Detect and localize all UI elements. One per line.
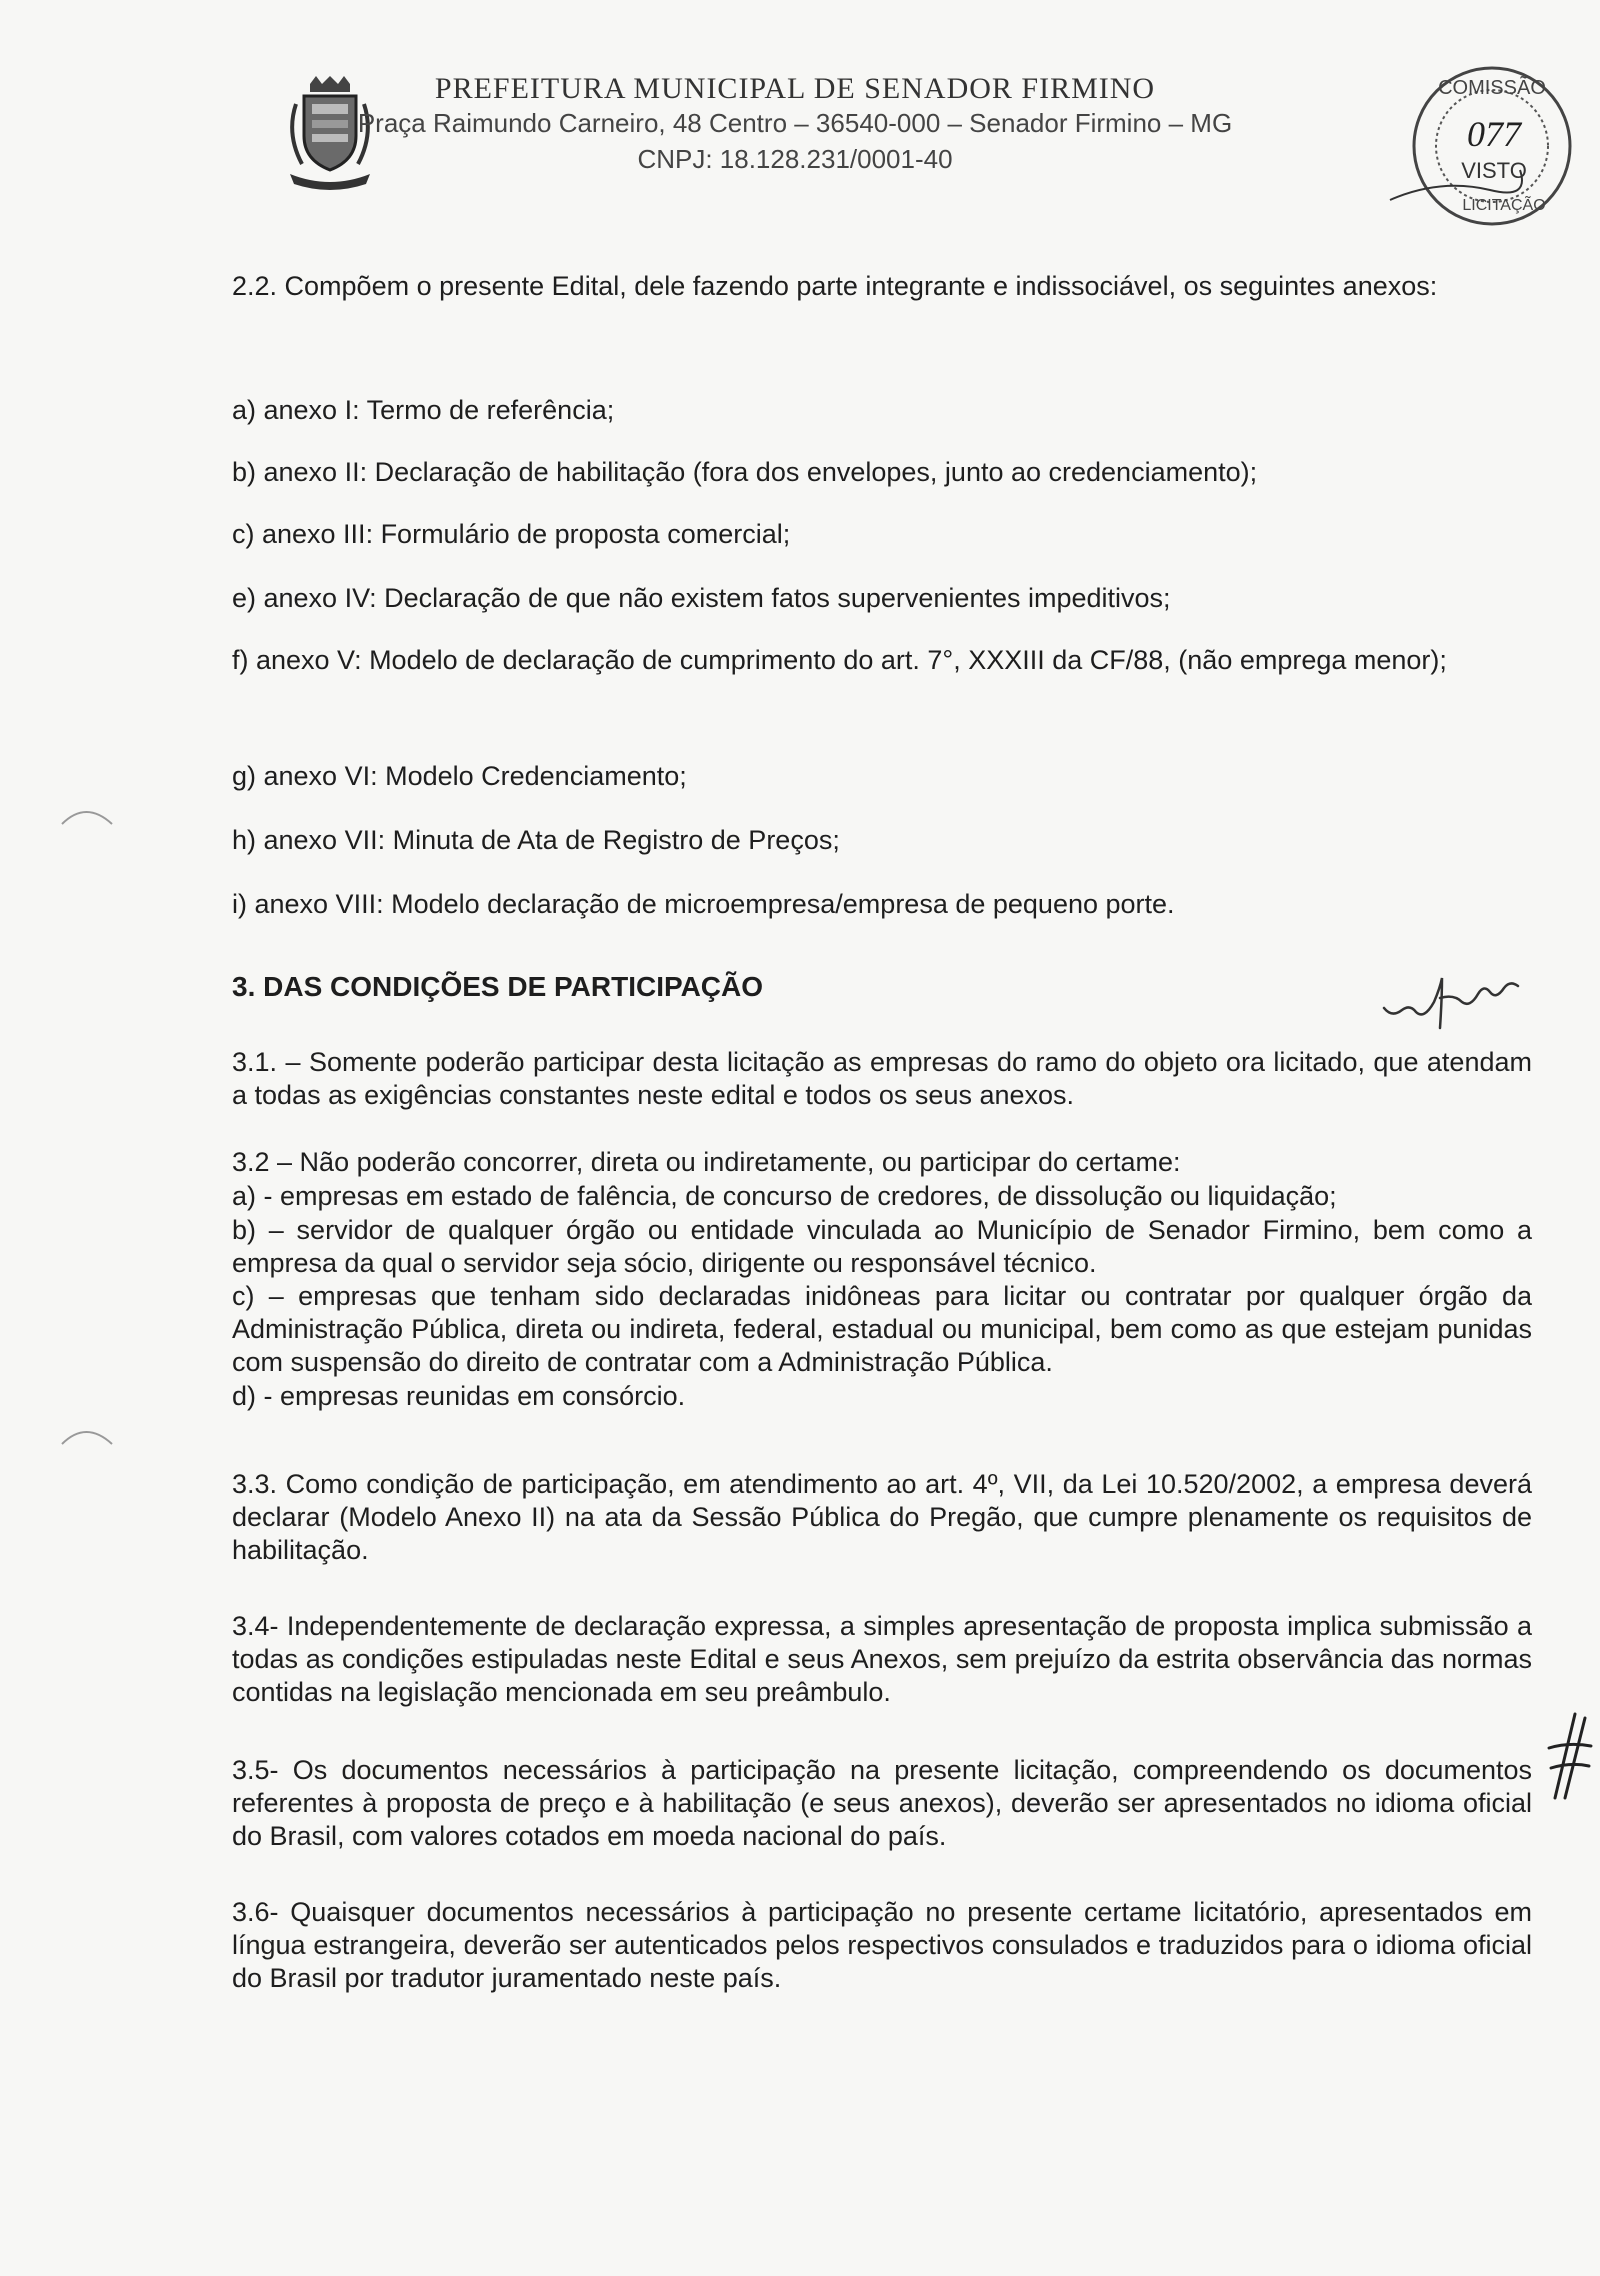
paragraph-3-1: 3.1. – Somente poderão participar desta licitação as empresas do ramo do objeto ora licitado, que atendam a todas as exigências constantes neste edital e todos os seus anexos. [232,1047,1532,1110]
annex-item-e: e) anexo IV: Declaração de que não existem fatos supervenientes impeditivos; [232,583,1171,613]
annex-item-i: i) anexo VIII: Modelo declaração de microempresa/empresa de pequeno porte. [232,889,1175,919]
hole-punch-mark [58,800,118,830]
annex-item-g: g) anexo VI: Modelo Credenciamento; [232,761,687,791]
stamp-number: 077 [1467,114,1521,154]
paragraph-3-3: 3.3. Como condição de participação, em atendimento ao art. 4º, VII, da Lei 10.520/2002, a empresa deverá declarar (Modelo Anexo II) na ata da Sessão Pública do Pregão, que cumpre plenamente os requisitos de habilitação. [232,1469,1532,1565]
hole-punch-mark [58,1420,118,1450]
paragraph-3-5: 3.5- Os documentos necessários à participação na presente licitação, compreendendo os documentos referentes à proposta de preço e à habilitação (e seus anexos), deverão ser apresentados no idioma oficial do Brasil, com valores cotados em moeda nacional do país. [232,1755,1532,1851]
stamp-bottom-text: LICITAÇÃO [1462,197,1546,214]
annex-item-f: f) anexo V: Modelo de declaração de cumprimento do art. 7°, XXXIII da CF/88, (não emprega menor); [232,645,1447,675]
paragraph-3-2-a: a) - empresas em estado de falência, de concurso de credores, de dissolução ou liquidação; [232,1181,1337,1211]
paragraph-3-4: 3.4- Independentemente de declaração expressa, a simples apresentação de proposta implica submissão a todas as condições estipuladas neste Edital e seus Anexos, sem prejuízo da estrita observância das normas contidas na legislação mencionada em seu preâmbulo. [232,1611,1532,1707]
paragraph-3-2-c: c) – empresas que tenham sido declaradas inidôneas para licitar ou contratar por qualquer órgão da Administração Pública, direta ou indireta, federal, estadual ou municipal, bem como as que estejam punidas com suspensão do direito de contratar com a Administração Pública. [232,1281,1532,1377]
paragraph-3-6: 3.6- Quaisquer documentos necessários à participação no presente certame licitatório, apresentados em língua estrangeira, deverão ser autenticados pelos respectivos consulados e traduzidos para o idioma oficial do Brasil por tradutor juramentado neste país. [232,1897,1532,1993]
letterhead-cnpj: CNPJ: 18.128.231/0001-40 [637,144,953,174]
annex-item-a: a) anexo I: Termo de referência; [232,395,615,425]
margin-initials-signature [1545,1708,1595,1808]
section-3-heading: 3. DAS CONDIÇÕES DE PARTICIPAÇÃO [232,971,764,1002]
annex-item-b: b) anexo II: Declaração de habilitação (fora dos envelopes, junto ao credenciamento); [232,457,1258,487]
stamp-top-text: COMISSÃO [1438,77,1546,99]
paragraph-3-2-b: b) – servidor de qualquer órgão ou entidade vinculada ao Município de Senador Firmino, bem como a empresa da qual o servidor seja sócio, dirigente ou responsável técnico. [232,1215,1532,1278]
letterhead-title: PREFEITURA MUNICIPAL DE SENADOR FIRMINO [434,72,1156,105]
stamp-visto: VISTO [1461,158,1527,183]
paragraph-3-2-d: d) - empresas reunidas em consórcio. [232,1381,686,1411]
annex-item-h: h) anexo VII: Minuta de Ata de Registro de Preços; [232,825,840,855]
paragraph-2-2: 2.2. Compõem o presente Edital, dele fazendo parte integrante e indissociável, os seguintes anexos: [232,271,1438,301]
paragraph-3-2-intro: 3.2 – Não poderão concorrer, direta ou indiretamente, ou participar do certame: [232,1147,1181,1177]
handwritten-rubric-signature [1380,958,1530,1038]
letterhead [270,66,1420,176]
commission-stamp [1380,60,1580,240]
annex-item-c: c) anexo III: Formulário de proposta comercial; [232,519,791,549]
letterhead-address: Praça Raimundo Carneiro, 48 Centro – 36540-000 – Senador Firmino – MG [357,108,1233,138]
